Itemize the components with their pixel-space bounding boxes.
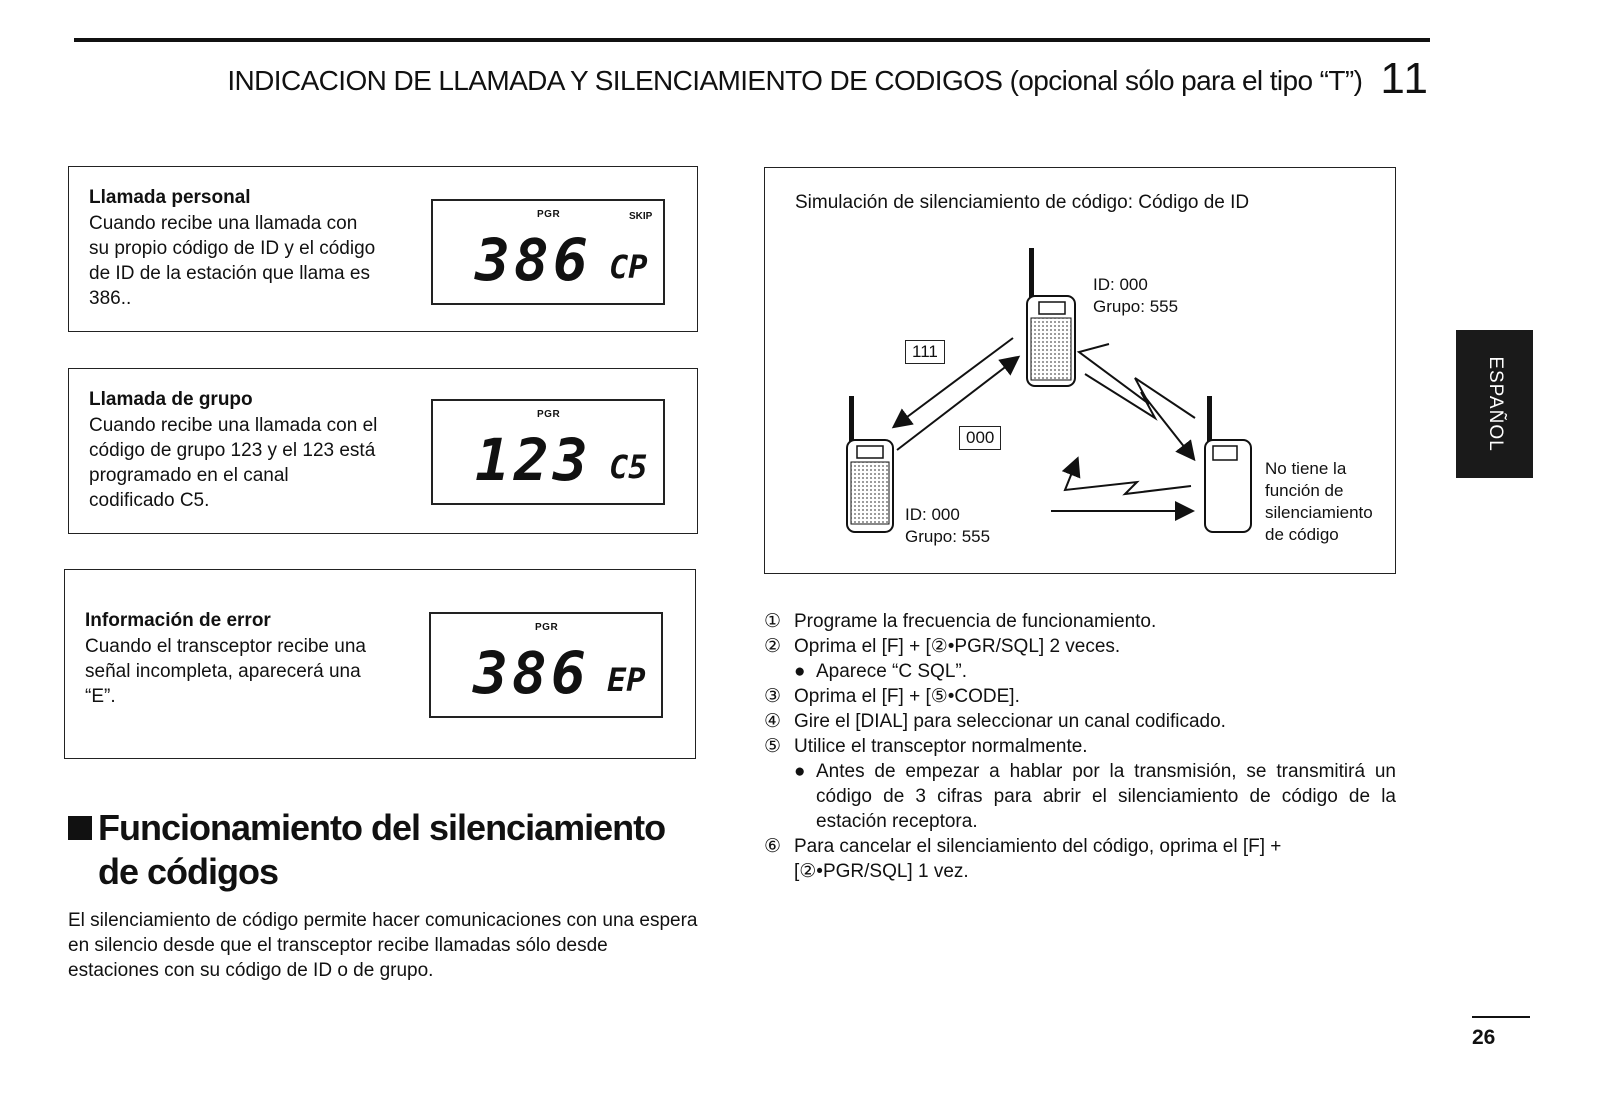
section [68,806,708,983]
header-rule [74,38,1430,42]
sub-text: Aparece “C SQL”. [816,661,967,682]
note-line: función de [1265,481,1344,500]
skip-indicator: SKIP [629,211,653,222]
diagram-title: Simulación de silenciamiento de código: Código de ID [795,192,1250,213]
signal-arrow-icon [1065,460,1191,494]
right-radio-note [1265,458,1373,546]
steps-list [764,609,1396,884]
step-text: Para cancelar el silenciamiento del código, oprima el [F] + [②•PGR/SQL] 1 vez. [794,836,1282,882]
code-000-label: 000 [959,426,1001,450]
chapter-number: 11 [1380,54,1430,103]
step-1 [764,609,1396,634]
left-radio-labels [905,504,990,548]
box-title: Información de error [85,610,271,631]
right-radio-icon [1205,396,1251,532]
section-body: El silenciamiento de código permite hacer comunicaciones con una espera en silencio desde que el transceptor recibe llamadas sólo desde estaciones con su código de ID o de grupo. [68,910,698,981]
lcd-display [431,199,665,305]
bullet-icon: ● [794,761,806,782]
page-header [74,54,1430,104]
box-title: Llamada personal [89,187,251,208]
note-line: No tiene la [1265,459,1347,478]
box-error-info [64,569,696,759]
lcd-main-digits: 386 [475,226,592,294]
step-2-sub [764,659,1396,684]
bullet-icon: ● [794,661,806,682]
box-text: Cuando recibe una llamada con el código de grupo 123 y el 123 está programado en el canal codificado C5. [89,415,378,511]
top-radio-group: Grupo: 555 [1093,297,1179,316]
diagram-box [764,167,1396,574]
lcd-small-digits: C5 [609,448,648,486]
step-6 [764,834,1396,884]
step-text: Oprima el [F] + [②•PGR/SQL] 2 veces. [794,636,1121,657]
box-text: Cuando el transceptor recibe una señal incompleta, aparecerá una “E”. [85,636,366,707]
section-title-text: Funcionamiento del silenciamiento de códigos [98,807,666,892]
step-number: ⑤ [764,736,782,757]
lcd-display [429,612,663,718]
left-radio-id: ID: 000 [905,505,960,524]
step-2 [764,634,1396,659]
box-group-call [68,368,698,534]
lcd-main-digits: 123 [475,426,592,494]
box-personal-call [68,166,698,332]
sub-text: Antes de empezar a hablar por la transmisión, se transmitirá un código de 3 cifras para abrir el silenciamiento de código de la estación receptora. [816,761,1396,832]
note-line: de código [1265,525,1339,544]
step-number: ③ [764,686,782,707]
step-number: ② [764,636,782,657]
step-4 [764,709,1396,734]
left-radio-icon [847,396,893,532]
step-text: Programe la frecuencia de funcionamiento. [794,611,1157,632]
lcd-small-digits: CP [609,248,648,286]
left-radio-group: Grupo: 555 [905,527,991,546]
header-title: INDICACION DE LLAMADA Y SILENCIAMIENTO DE CODIGOS (opcional sólo para el tipo “T”) [227,65,1363,96]
lcd-small-digits: EP [607,661,646,699]
pgr-indicator: PGR [537,409,561,420]
step-text: Oprima el [F] + [⑤•CODE]. [794,686,1020,707]
step-3 [764,684,1396,709]
top-radio-id: ID: 000 [1093,275,1148,294]
square-bullet-icon [68,816,92,840]
page-number-rule [1472,1016,1530,1018]
lcd-main-digits: 386 [473,639,590,707]
language-tab [1456,330,1533,478]
top-radio-icon [1027,248,1075,386]
note-line: silenciamiento [1265,503,1373,522]
top-radio-labels [1093,274,1178,318]
step-number: ④ [764,711,782,732]
step-number: ① [764,611,782,632]
pgr-indicator: PGR [535,622,559,633]
step-number: ⑥ [764,836,782,857]
box-text: Cuando recibe una llamada con su propio código de ID y el código de ID de la estación que llama es 386.. [89,213,376,309]
box-title: Llamada de grupo [89,389,253,410]
step-text: Gire el [DIAL] para seleccionar un canal codificado. [794,711,1226,732]
page-number: 26 [1472,1026,1496,1049]
lcd-display [431,399,665,505]
section-title [68,806,708,894]
step-text: Utilice el transceptor normalmente. [794,736,1088,757]
code-111-label: 111 [905,340,945,364]
language-tab-label: ESPAÑOL [1484,356,1506,452]
pgr-indicator: PGR [537,209,561,220]
step-5-sub [764,759,1396,834]
step-5 [764,734,1396,759]
